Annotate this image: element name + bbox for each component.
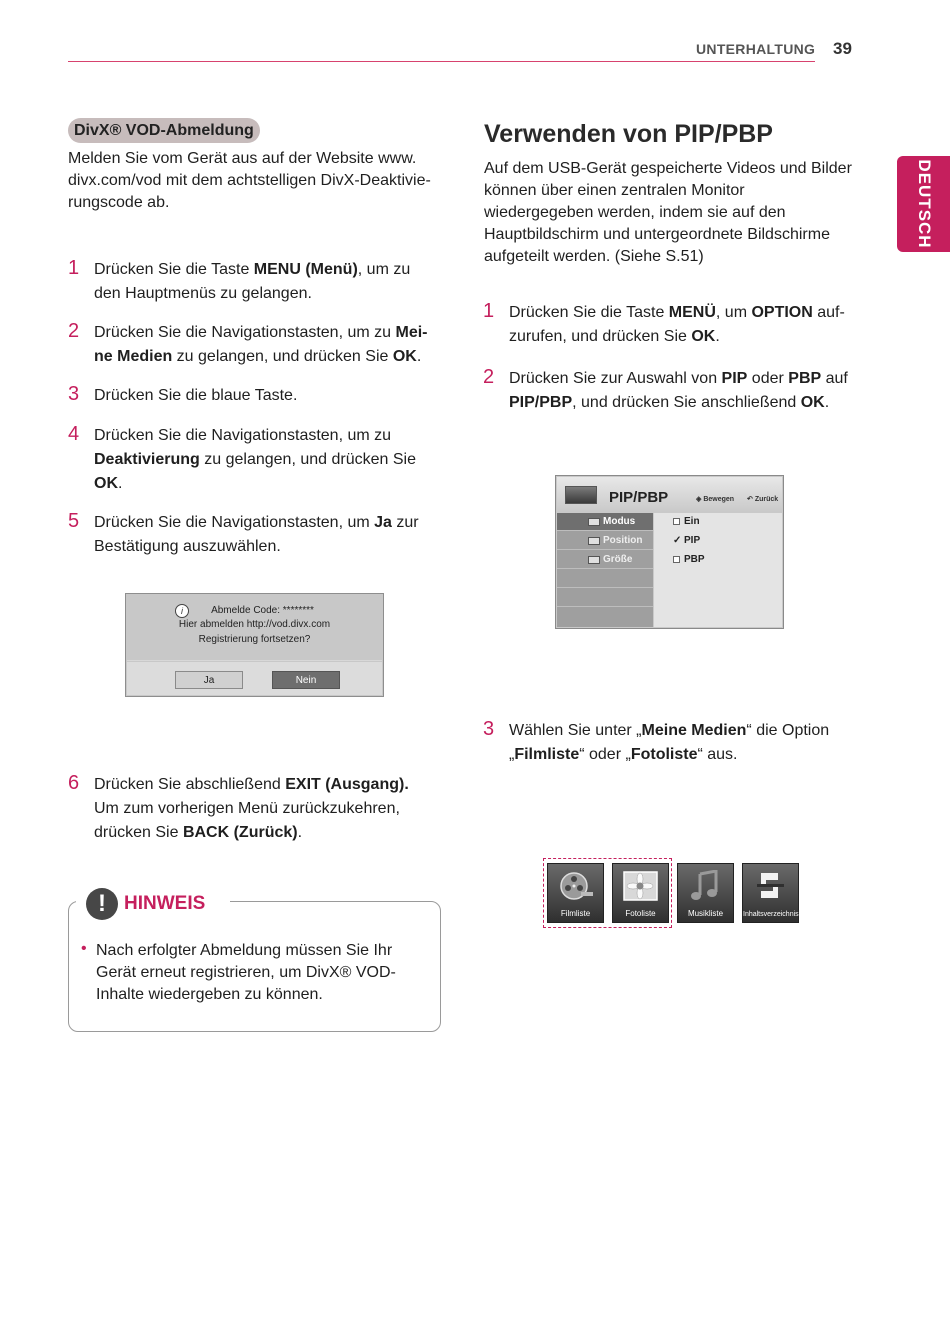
- step-line: Drücken Sie die Navigationstasten, um zu Mei-: [94, 324, 428, 341]
- section-title: UNTERHALTUNG: [696, 41, 816, 57]
- media-label: Fotoliste: [625, 909, 656, 918]
- left-step-2: [68, 321, 448, 369]
- option-label: PBP: [684, 554, 705, 565]
- divx-logo-icon: [752, 870, 789, 902]
- media-musikliste[interactable]: [677, 863, 734, 923]
- page-number: 39: [833, 39, 852, 58]
- menu-item-empty: [557, 570, 653, 588]
- right-step-2: [483, 367, 863, 415]
- media-filmliste[interactable]: [547, 863, 604, 923]
- yes-button[interactable]: Ja: [175, 671, 243, 689]
- dialog-question-line: Registrierung fortsetzen?: [198, 634, 311, 645]
- step-number: 5: [68, 510, 80, 532]
- dialog-code-line: Abmelde Code: ********: [211, 605, 314, 616]
- pip-panel-header: [557, 477, 782, 512]
- dialog-url-line: Hier abmelden http://vod.divx.com: [178, 619, 331, 630]
- mode-icon: [588, 518, 600, 526]
- divx-heading: DivX® VOD-Abmeldung: [68, 118, 260, 143]
- right-step-1: [483, 301, 863, 349]
- menu-item-label: Position: [603, 535, 643, 546]
- right-step-3: [483, 719, 863, 767]
- left-step-3: [68, 384, 448, 408]
- pip-pbp-panel: [555, 475, 784, 629]
- bullet-icon: •: [81, 940, 87, 957]
- step-line: Drücken Sie abschließend EXIT (Ausgang).: [94, 776, 409, 793]
- left-step-1: [68, 258, 448, 306]
- back-arrow-icon: ↶: [747, 496, 753, 503]
- position-icon: [588, 537, 600, 545]
- info-icon: i: [175, 604, 189, 618]
- screen-thumbnail-icon: [565, 486, 597, 504]
- step-number: 3: [483, 718, 495, 740]
- language-tab: [897, 156, 950, 252]
- step-number: 1: [68, 257, 80, 279]
- menu-item-modus[interactable]: [557, 513, 653, 531]
- note-text: Nach erfolgter Abmeldung müssen Sie Ihr Gerät erneut registrieren, um DivX® VOD-Inhalte wiedergeben zu können.: [96, 942, 396, 1003]
- step-line: Drücken Sie die Navigationstasten, um zu: [94, 427, 392, 444]
- step-line: OK.: [94, 475, 123, 492]
- dialog-button-area: [127, 662, 382, 695]
- pip-panel-title: PIP/PBP: [609, 489, 669, 506]
- media-label: Musikliste: [687, 909, 724, 918]
- arrows-icon: ◈: [696, 496, 702, 503]
- step-line: zurufen, und drücken Sie OK.: [509, 328, 720, 345]
- menu-item-empty: [557, 589, 653, 607]
- menu-item-groesse[interactable]: [557, 551, 653, 569]
- intro-text: Auf dem USB-Gerät gespeicherte Videos und Bilder können über einen zentralen Monitor wiedergegeben werden, indem sie auf den Hauptbildschirm und untergeordnete Bildschirme aufgeteilt werden. (Siehe S.51): [484, 160, 852, 265]
- step-line: „Filmliste“ oder „Fotoliste“ aus.: [509, 746, 738, 763]
- media-inhaltsverzeichnis[interactable]: [742, 863, 799, 923]
- no-button[interactable]: Nein: [272, 671, 340, 689]
- step-line: PIP/PBP, und drücken Sie anschließend OK.: [509, 394, 830, 411]
- step-line: Drücken Sie die Navigationstasten, um Ja zur: [94, 514, 419, 531]
- option-label: Ein: [684, 516, 700, 527]
- left-step-5: [68, 511, 448, 559]
- checkbox-icon: [673, 556, 680, 563]
- media-label: Inhaltsverzeichnis: [743, 911, 799, 918]
- left-step-4: [68, 424, 448, 496]
- header-rule: [68, 61, 815, 62]
- step-line: ne Medien zu gelangen, und drücken Sie OK.: [94, 348, 422, 365]
- step-number: 2: [483, 366, 495, 388]
- language-tab-label: DEUTSCH: [914, 159, 934, 249]
- step-line: den Hauptmenüs zu gelangen.: [94, 285, 312, 302]
- divx-instructions: Melden Sie vom Gerät aus auf der Website www. divx.com/vod mit dem achtstelligen DivX-Deaktivie-rungscode ab.: [68, 150, 431, 211]
- note-title: HINWEIS: [124, 893, 206, 914]
- media-fotoliste[interactable]: [612, 863, 669, 923]
- film-reel-icon: [557, 870, 594, 902]
- step-line: Um zum vorherigen Menü zurückzukehren,: [94, 800, 400, 817]
- menu-item-label: Modus: [603, 516, 636, 527]
- move-hint-label: Bewegen: [703, 496, 735, 503]
- step-line: Bestätigung auszuwählen.: [94, 538, 281, 555]
- step-line: Drücken Sie die blaue Taste.: [94, 387, 298, 404]
- note-header: [80, 885, 230, 921]
- step-line: Drücken Sie die Taste MENU (Menü), um zu: [94, 261, 411, 278]
- music-note-icon: [687, 870, 724, 902]
- deregister-dialog: [125, 593, 384, 697]
- step-line: drücken Sie BACK (Zurück).: [94, 824, 303, 841]
- back-hint-label: Zurück: [754, 496, 779, 503]
- size-icon: [588, 556, 600, 564]
- step-line: Drücken Sie zur Auswahl von PIP oder PBP auf: [509, 370, 848, 387]
- step-number: 6: [68, 772, 80, 794]
- photo-flower-icon: [622, 870, 659, 902]
- step-number: 1: [483, 300, 495, 322]
- pip-options: [654, 513, 782, 627]
- left-step-6: [68, 773, 448, 845]
- step-number: 2: [68, 320, 80, 342]
- menu-item-empty: [557, 608, 653, 626]
- pip-menu: [557, 513, 653, 627]
- move-hint: [696, 495, 734, 503]
- menu-item-label: Größe: [603, 554, 633, 565]
- step-line: Wählen Sie unter „Meine Medien“ die Option: [509, 722, 830, 739]
- section-heading: Verwenden von PIP/PBP: [484, 120, 773, 148]
- step-line: Deaktivierung zu gelangen, und drücken Sie: [94, 451, 416, 468]
- checkmark-icon: ✓: [673, 535, 682, 546]
- exclamation-icon: !: [86, 888, 118, 920]
- option-label: PIP: [684, 535, 701, 546]
- checkbox-icon: [673, 518, 680, 525]
- step-line: Drücken Sie die Taste MENÜ, um OPTION auf-: [509, 304, 845, 321]
- media-label: Filmliste: [560, 909, 591, 918]
- step-number: 3: [68, 383, 80, 405]
- dialog-message-area: [127, 595, 382, 661]
- menu-item-position[interactable]: [557, 532, 653, 550]
- back-hint: [747, 495, 778, 503]
- step-number: 4: [68, 423, 80, 445]
